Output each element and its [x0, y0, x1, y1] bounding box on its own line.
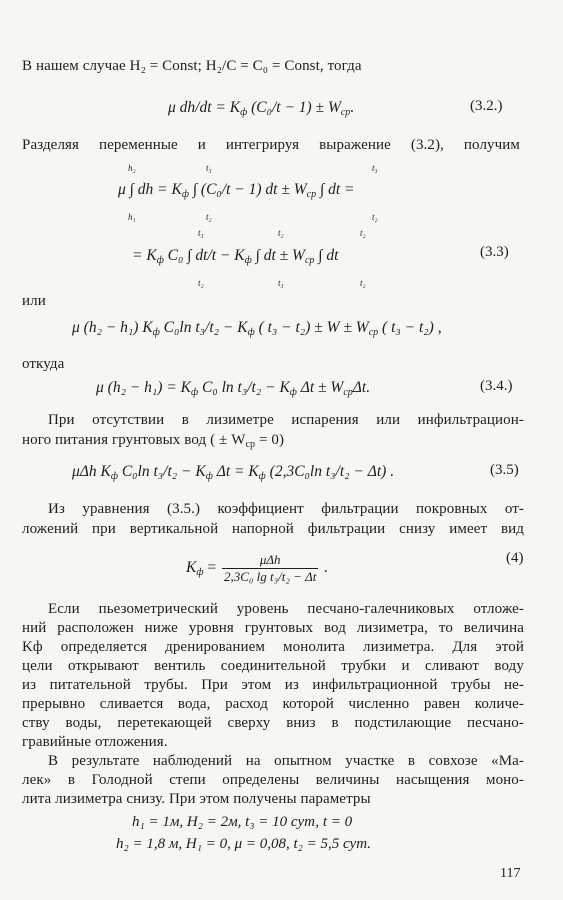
parameters-line-2: h₂ = 1,8 м, H₁ = 0, μ = 0,08, t₂ = 5,5 сут.: [116, 836, 371, 852]
paragraph-2-line-1: Из уравнения (3.5.) коэффициент фильтрации покровных от-: [48, 501, 524, 517]
equation-3-4: μ $(h_2 - h_1) = K_ф$ C₀ $\ln t_3/t_2 - K_ф$ $\Delta t \pm W_{ср}\Delta t$.: [96, 379, 371, 398]
otkuda-word: откуда: [22, 356, 65, 372]
equation-4: $K_ф$ = $\frac{\text{μΔh}}{\text{2,3C₀ lg t₃/t₂ − Δt}}$ .: [186, 552, 329, 584]
paragraph-3-line: из питательной трубы. При этом из инфильтрационной трубы не-: [22, 677, 524, 693]
paragraph-3-line: цели открывают вентиль соединительной трубки и сливают воду: [22, 658, 524, 674]
equation-number-3-5: (3.5): [490, 462, 519, 478]
paragraph-3-line: ний расположен ниже уровня грунтовых вод лизиметра, то величина: [22, 620, 524, 636]
paragraph-3-line: прерывно сливается вода, расход которой численно равен количе-: [22, 696, 524, 712]
limit: t₃: [372, 163, 378, 173]
page-number: 117: [500, 866, 521, 881]
paragraph-1-line-1: При отсутствии в лизиметре испарения или инфильтрацион-: [48, 412, 524, 428]
paragraph-3-line: ству воды, перетекающей сверху вниз в подстилающие песчано-: [22, 715, 524, 731]
paragraph-3-line: Kф определяется дренированием монолита лизиметра. Для этой: [22, 639, 524, 655]
equation-number-3-4: (3.4.): [480, 378, 513, 394]
fraction-numerator: μΔh: [222, 552, 318, 569]
paragraph-3-line: гравийные отложения.: [22, 734, 168, 750]
ili-word: или: [22, 293, 46, 309]
paragraph-4-line: лек» в Голодной степи определены величины насыщения моно-: [22, 772, 524, 788]
limit: t₂: [360, 228, 366, 238]
separation-line: Разделяя переменные и интегрируя выражение (3.2), получим: [22, 137, 520, 153]
limit: t₂: [206, 212, 212, 222]
limit: t₃: [278, 278, 284, 288]
limit: t₂: [372, 212, 378, 222]
equation-number-4: (4): [506, 550, 524, 566]
paragraph-4-line: В результате наблюдений на опытном участке в совхозе «Ма-: [48, 753, 524, 769]
parameters-line-1: h₁ = 1м, H₂ = 2м, t₃ = 10 сут, t = 0: [132, 814, 353, 830]
limit: t₂: [360, 278, 366, 288]
equation-number-3-3: (3.3): [480, 244, 509, 260]
limit: h₁: [128, 212, 136, 222]
limit: t₂: [278, 228, 284, 238]
fraction-denominator: 2,3C₀ lg t₃/t₂ − Δt: [223, 569, 317, 584]
equation-intermediate: μ (h₂ − h₁) $K_ф$ C₀ln $t_3/t_2 - K_ф$ ( $t_3 - t_2) \pm W \pm W_{ср}$ ( t₃ − t₂) ,: [72, 319, 442, 338]
paragraph-4-line: лита лизиметра снизу. При этом получены параметры: [22, 791, 371, 807]
limit: t₃: [198, 228, 204, 238]
limit: t₃: [206, 163, 212, 173]
equation-3-5: μΔh $K_ф$ C₀ln $t_3/t_2 - K_ф$ $\Delta t = K_ф$ (2,3C₀ln t₃/t₂ − Δt) .: [72, 463, 395, 482]
equation-3-3-line-1: μ ∫ dh = $K_ф$ ∫ (C₀/t − 1) dt ± $W_{ср}$ ∫ dt =: [118, 181, 355, 200]
equation-3-3-line-2: = $K_ф$ C₀ ∫ $dt/t - K_ф$ ∫ dt ± $W_{ср}$ ∫ dt: [132, 247, 339, 266]
limit: h₂: [128, 163, 136, 173]
paragraph-1-line-2: ного питания грунтовых вод ( ± $W_{ср} = 0$): [22, 432, 285, 450]
intro-line: В нашем случае H₂ = Const; H₂/C = C₀ = Const, тогда: [22, 58, 362, 74]
limit: t₂: [198, 278, 204, 288]
paragraph-2-line-2: ложений при вертикальной напорной фильтрации снизу имеет вид: [22, 521, 524, 537]
equation-number-3-2: (3.2.): [470, 98, 503, 114]
equation-3-2: μ $dh/dt = K_ф$ $(C_0/t - 1) \pm W_{ср}$.: [168, 99, 355, 118]
paragraph-3-line: Если пьезометрический уровень песчано-галечниковых отложе-: [48, 601, 524, 617]
